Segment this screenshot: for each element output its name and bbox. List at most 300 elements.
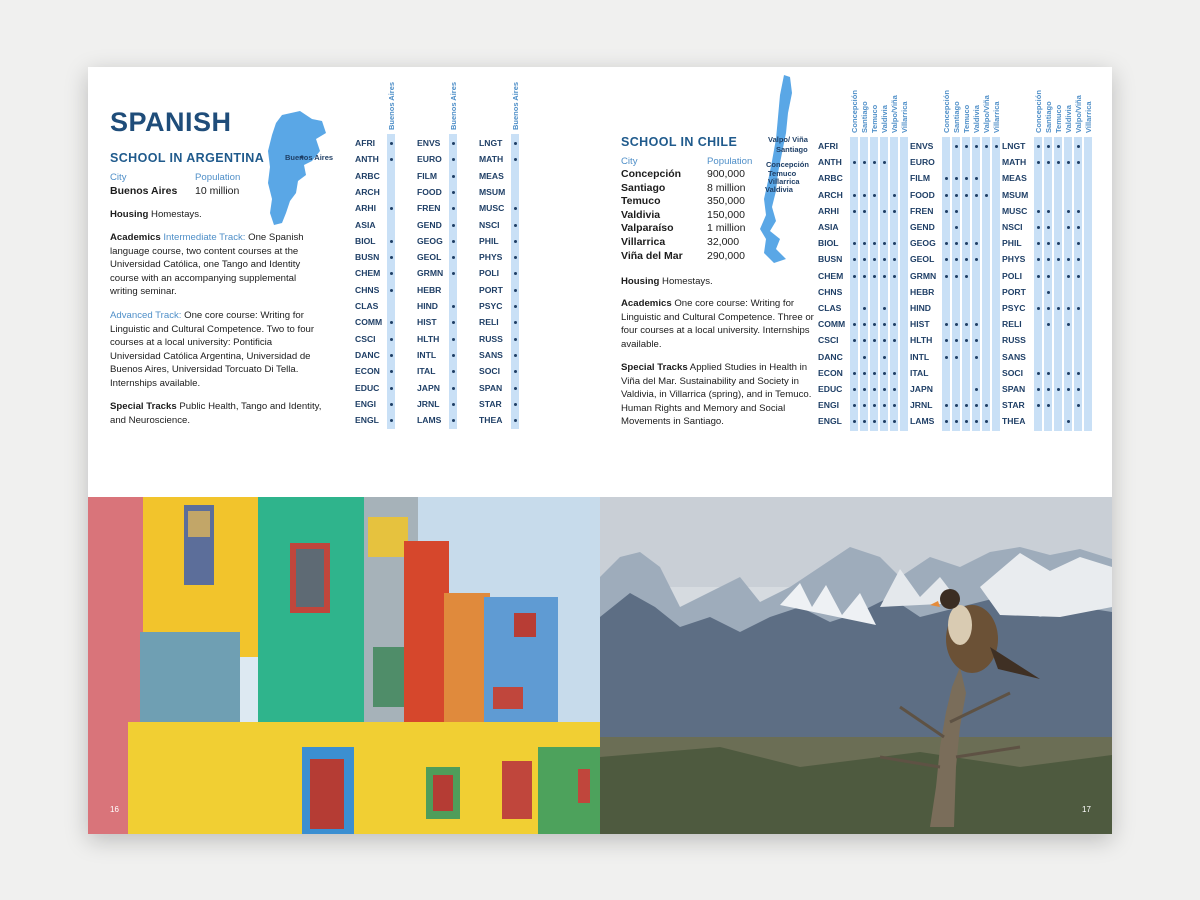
availability-dot <box>1077 372 1080 375</box>
availability-dot <box>390 354 393 357</box>
chile-housing-paragraph <box>621 275 816 289</box>
availability-dot <box>1077 161 1080 164</box>
availability-dot <box>452 175 455 178</box>
course-code: FREN <box>417 203 441 214</box>
chile-city-name: Villarrica <box>621 236 666 248</box>
course-code: ARCH <box>818 189 843 200</box>
availability-dot <box>893 372 896 375</box>
special-tracks-label: Special Tracks <box>110 401 177 412</box>
course-code: SANS <box>1002 351 1026 362</box>
course-code: FILM <box>417 170 438 181</box>
map-label-valpo-vina: Valpo/ Viña <box>768 135 808 144</box>
course-code: PORT <box>479 284 503 295</box>
availability-dot <box>883 388 886 391</box>
availability-dot <box>1077 388 1080 391</box>
availability-dot <box>965 404 968 407</box>
map-label-buenos-aires: Buenos Aires <box>285 153 334 162</box>
chile-housing-label: Housing <box>621 276 660 287</box>
availability-dot <box>1047 145 1050 148</box>
intermediate-track-text: One Spanish language course, two content courses at the Universidad Católica, one Tango and Identity course with an accompanying supplemental writing seminar. <box>110 232 304 298</box>
course-code: LNGT <box>1002 141 1026 151</box>
course-code: LAMS <box>910 416 935 427</box>
grid-column-header: Santiago <box>952 101 961 133</box>
chile-city-name: Concepción <box>621 168 682 180</box>
course-code: HLTH <box>417 333 440 344</box>
availability-dot <box>883 210 886 213</box>
grid-column-bar <box>982 137 990 431</box>
course-code: ENVS <box>417 138 441 148</box>
grid-column-header: Valdivia <box>880 105 889 133</box>
left-page <box>88 67 600 834</box>
chile-city-row <box>621 250 761 263</box>
availability-dot <box>1047 226 1050 229</box>
availability-dot <box>452 158 455 161</box>
availability-dot <box>514 305 517 308</box>
course-code: RELI <box>1002 319 1022 330</box>
course-code: RUSS <box>479 333 503 344</box>
course-code: EDUC <box>355 382 380 393</box>
availability-dot <box>863 404 866 407</box>
availability-dot <box>514 403 517 406</box>
course-code: MSUM <box>1002 189 1029 200</box>
course-code: HEBR <box>910 286 935 297</box>
chile-city-row <box>621 236 761 249</box>
availability-dot <box>945 275 948 278</box>
grid-column-bar <box>942 137 950 431</box>
availability-dot <box>975 242 978 245</box>
course-code: BIOL <box>818 238 839 249</box>
availability-dot <box>975 356 978 359</box>
course-code: HIND <box>910 303 932 313</box>
course-code: GEND <box>910 222 935 232</box>
availability-dot <box>1077 307 1080 310</box>
right-page <box>600 67 1112 834</box>
availability-dot <box>452 338 455 341</box>
availability-dot <box>955 323 958 326</box>
course-code: ENGI <box>818 400 840 411</box>
availability-dot <box>1067 372 1070 375</box>
course-code: THEA <box>1002 416 1026 427</box>
chile-special-tracks-label: Special Tracks <box>621 362 688 373</box>
grid-column-bar <box>972 137 980 431</box>
course-code: EDUC <box>818 384 843 394</box>
course-code: LNGT <box>479 138 503 148</box>
availability-dot <box>893 404 896 407</box>
grid-column-bar <box>860 137 868 431</box>
grid-column-header: Valpo/Viña <box>982 95 991 133</box>
grid-column-bar <box>900 137 908 431</box>
special-tracks-paragraph <box>110 400 325 427</box>
availability-dot <box>863 210 866 213</box>
availability-dot <box>965 275 968 278</box>
availability-dot <box>390 240 393 243</box>
grid-column-header: Valdivia <box>972 105 981 133</box>
availability-dot <box>452 419 455 422</box>
availability-dot <box>883 404 886 407</box>
course-code: ENGL <box>355 415 379 426</box>
course-code: DANC <box>818 351 843 362</box>
availability-dot <box>945 210 948 213</box>
availability-dot <box>514 289 517 292</box>
availability-dot <box>863 194 866 197</box>
availability-dot <box>853 404 856 407</box>
chile-city-label: City <box>621 156 638 167</box>
availability-dot <box>390 403 393 406</box>
course-code: RELI <box>479 317 499 328</box>
availability-dot <box>1037 388 1040 391</box>
advanced-track-text: One core course: Writing for Linguistic and Cultural Competence. Two to four courses at a local university: Pontificia Universidad Católica Argentina, Universidad de Buenos Aires, Universidad Torcuato Di Tella. Internships available. <box>110 310 315 389</box>
grid-column-header: Concepción <box>850 90 859 133</box>
map-label-temuco: Temuco <box>768 169 797 178</box>
availability-dot <box>1047 161 1050 164</box>
availability-dot <box>514 256 517 259</box>
advanced-track-paragraph <box>110 309 325 391</box>
course-code: PHIL <box>1002 238 1022 249</box>
availability-dot <box>452 240 455 243</box>
availability-dot <box>1037 404 1040 407</box>
course-code: MEAS <box>1002 173 1027 184</box>
availability-dot <box>883 242 886 245</box>
availability-dot <box>955 356 958 359</box>
grid-column-bar <box>1064 137 1072 431</box>
availability-dot <box>955 275 958 278</box>
course-code: NSCI <box>479 219 500 230</box>
course-code: ECON <box>355 366 380 377</box>
availability-dot <box>893 242 896 245</box>
course-code: COMM <box>355 317 383 328</box>
availability-dot <box>1037 307 1040 310</box>
grid-column-bar <box>449 134 457 429</box>
grid-column-header: Villarrica <box>1084 101 1093 133</box>
chile-city-row <box>621 222 761 235</box>
grid-column-header: Concepción <box>1034 90 1043 133</box>
chile-city-name: Temuco <box>621 195 661 208</box>
course-code: CHEM <box>818 270 844 281</box>
availability-dot <box>853 388 856 391</box>
availability-dot <box>452 142 455 145</box>
course-code: POLI <box>479 268 500 279</box>
grid-column-header: Valpo/Viña <box>1074 95 1083 133</box>
housing-text: Homestays. <box>148 209 202 220</box>
course-code: ANTH <box>355 154 379 165</box>
availability-dot <box>514 338 517 341</box>
course-code: HIST <box>910 319 930 330</box>
page-number-left: 16 <box>110 805 119 814</box>
chile-city-row <box>621 195 761 208</box>
course-code: PORT <box>1002 286 1026 297</box>
grid-column-header: Villarrica <box>992 101 1001 133</box>
availability-dot <box>1037 145 1040 148</box>
availability-dot <box>873 161 876 164</box>
availability-dot <box>883 307 886 310</box>
availability-dot <box>514 240 517 243</box>
grid-column-bar <box>870 137 878 431</box>
course-code: ITAL <box>910 367 929 378</box>
course-code: INTL <box>417 349 437 360</box>
special-tracks-text: Public Health, Tango and Identity, and Neuroscience. <box>110 401 322 426</box>
course-code: SOCI <box>1002 367 1024 378</box>
course-code: ENGI <box>355 398 377 409</box>
availability-dot <box>863 372 866 375</box>
grid-column-header: Villarrica <box>900 101 909 133</box>
course-code: STAR <box>479 398 502 409</box>
availability-dot <box>893 388 896 391</box>
course-code: MUSC <box>1002 205 1028 216</box>
course-code: ENVS <box>910 141 934 151</box>
availability-dot <box>452 207 455 210</box>
page-title: SPANISH <box>110 107 232 137</box>
availability-dot <box>1047 372 1050 375</box>
availability-dot <box>1077 242 1080 245</box>
availability-dot <box>514 419 517 422</box>
course-code: SPAN <box>1002 384 1026 394</box>
course-code: ARCH <box>355 186 380 197</box>
availability-dot <box>1047 388 1050 391</box>
grid-column-bar <box>890 137 898 431</box>
chile-city-row <box>621 168 761 181</box>
availability-dot <box>863 275 866 278</box>
course-code: AFRI <box>355 138 376 148</box>
school-chile-heading: SCHOOL IN CHILE <box>621 135 738 149</box>
map-label-concepcion: Concepción <box>766 160 809 169</box>
availability-dot <box>873 323 876 326</box>
availability-dot <box>883 372 886 375</box>
availability-dot <box>955 226 958 229</box>
availability-dot <box>390 321 393 324</box>
course-code: FOOD <box>417 186 442 197</box>
availability-dot <box>514 158 517 161</box>
availability-dot <box>873 372 876 375</box>
availability-dot <box>1037 210 1040 213</box>
availability-dot <box>873 388 876 391</box>
grid-column-header: Santiago <box>860 101 869 133</box>
availability-dot <box>1047 242 1050 245</box>
availability-dot <box>1057 145 1060 148</box>
availability-dot <box>873 275 876 278</box>
grid-column-header: Buenos Aires <box>387 81 396 130</box>
availability-dot <box>1067 210 1070 213</box>
patagonia-caracara-photo <box>600 497 1112 834</box>
course-code: HIST <box>417 317 437 328</box>
availability-dot <box>1077 275 1080 278</box>
availability-dot <box>975 404 978 407</box>
grid-column-header: Santiago <box>1044 101 1053 133</box>
availability-dot <box>452 191 455 194</box>
availability-dot <box>1067 307 1070 310</box>
availability-dot <box>452 403 455 406</box>
course-code: ITAL <box>417 366 436 377</box>
course-code: SANS <box>479 349 503 360</box>
availability-dot <box>945 194 948 197</box>
grid-column-header: Buenos Aires <box>449 81 458 130</box>
chile-city-population: 290,000 <box>707 249 745 262</box>
availability-dot <box>985 145 988 148</box>
grid-column-bar <box>962 137 970 431</box>
course-code: MATH <box>1002 157 1027 168</box>
availability-dot <box>853 210 856 213</box>
grid-column-bar <box>1054 137 1062 431</box>
housing-label: Housing <box>110 209 149 220</box>
la-boca-photo <box>88 497 600 834</box>
availability-dot <box>945 356 948 359</box>
availability-dot <box>873 404 876 407</box>
availability-dot <box>1037 242 1040 245</box>
availability-dot <box>1057 242 1060 245</box>
course-code: JRNL <box>417 398 440 409</box>
chile-city-name: Valparaíso <box>621 222 674 235</box>
grid-column-bar <box>1084 137 1092 431</box>
availability-dot <box>853 194 856 197</box>
city-population: 10 million <box>195 185 240 197</box>
course-code: ASIA <box>355 219 376 230</box>
availability-dot <box>965 194 968 197</box>
course-code: PSYC <box>1002 303 1026 313</box>
availability-dot <box>883 161 886 164</box>
availability-dot <box>883 275 886 278</box>
chile-city-name: Valdivia <box>621 208 661 221</box>
availability-dot <box>955 210 958 213</box>
course-code: HEBR <box>417 284 442 295</box>
availability-dot <box>853 161 856 164</box>
availability-dot <box>853 372 856 375</box>
availability-dot <box>1047 323 1050 326</box>
availability-dot <box>863 307 866 310</box>
course-code: JRNL <box>910 400 933 411</box>
course-code: ARHI <box>355 203 377 214</box>
map-label-santiago: Santiago <box>776 145 808 154</box>
course-code: DANC <box>355 349 380 360</box>
advanced-track-label: Advanced Track: <box>110 310 182 321</box>
course-code: FOOD <box>910 189 935 200</box>
availability-dot <box>1067 226 1070 229</box>
chile-city-population: 150,000 <box>707 208 745 221</box>
course-code: STAR <box>1002 400 1025 411</box>
availability-dot <box>452 224 455 227</box>
course-code: INTL <box>910 351 930 362</box>
course-code: BUSN <box>818 254 843 265</box>
course-code: EURO <box>417 154 442 165</box>
availability-dot <box>965 145 968 148</box>
availability-dot <box>390 207 393 210</box>
chile-academics-label: Academics <box>621 298 672 309</box>
availability-dot <box>1077 404 1080 407</box>
chile-city-name: Santiago <box>621 181 666 194</box>
course-code: PHIL <box>479 235 499 246</box>
course-code: GEOL <box>417 252 442 263</box>
course-code: ARHI <box>818 205 840 216</box>
academics-label: Academics <box>110 232 161 243</box>
availability-dot <box>452 321 455 324</box>
availability-dot <box>452 354 455 357</box>
course-code: THEA <box>479 415 503 426</box>
chile-special-tracks-text: Applied Studies in Health in Viña del Mar. Sustainability and Society in Valdivia, in Villarrica (spring), and in Temuco. Human Rights and Memory and Social Movements in Santiago. <box>621 362 812 428</box>
chile-city-population: 350,000 <box>707 195 745 208</box>
course-code: CHNS <box>818 286 843 297</box>
availability-dot <box>390 387 393 390</box>
course-code: MEAS <box>479 170 504 181</box>
availability-dot <box>390 419 393 422</box>
course-code: LAMS <box>417 415 442 426</box>
availability-dot <box>863 161 866 164</box>
chile-housing-text: Homestays. <box>659 276 713 287</box>
course-code: GEOG <box>910 238 936 249</box>
grid-column-bar <box>880 137 888 431</box>
grid-column-header: Temuco <box>870 104 879 133</box>
availability-dot <box>1057 161 1060 164</box>
course-code: GEOG <box>417 235 443 246</box>
availability-dot <box>514 224 517 227</box>
chile-academics-paragraph <box>621 297 816 351</box>
availability-dot <box>452 387 455 390</box>
housing-paragraph <box>110 208 325 222</box>
grid-column-bar <box>850 137 858 431</box>
availability-dot <box>514 370 517 373</box>
availability-dot <box>514 207 517 210</box>
availability-dot <box>863 388 866 391</box>
availability-dot <box>893 194 896 197</box>
course-code: CSCI <box>818 335 839 346</box>
availability-dot <box>390 289 393 292</box>
course-code: ECON <box>818 367 843 378</box>
grid-column-header: Valpo/Viña <box>890 95 899 133</box>
availability-dot <box>863 242 866 245</box>
availability-dot <box>965 242 968 245</box>
course-code: CSCI <box>355 333 376 344</box>
course-code: GRMN <box>910 270 937 281</box>
chile-city-population: 8 million <box>707 181 746 194</box>
grid-column-header: Concepción <box>942 90 951 133</box>
course-code: JAPN <box>417 382 440 393</box>
availability-dot <box>1067 161 1070 164</box>
availability-dot <box>514 387 517 390</box>
course-code: GRMN <box>417 268 444 279</box>
map-label-villarrica: Villarrica <box>768 177 800 186</box>
availability-dot <box>955 145 958 148</box>
course-code: ARBC <box>355 170 380 181</box>
city-label: City <box>110 172 127 183</box>
course-code: NSCI <box>1002 222 1023 232</box>
availability-dot <box>390 158 393 161</box>
chile-academics-text: One core course: Writing for Linguistic and Cultural Competence. Three or four courses at a local university. Internships available. <box>621 298 814 350</box>
population-label: Population <box>195 172 241 183</box>
course-code: FILM <box>910 173 931 184</box>
availability-dot <box>1047 291 1050 294</box>
availability-dot <box>1067 323 1070 326</box>
availability-dot <box>955 194 958 197</box>
availability-dot <box>514 142 517 145</box>
availability-dot <box>975 194 978 197</box>
course-code: EURO <box>910 157 935 168</box>
course-code: GEOL <box>910 254 935 265</box>
grid-column-header: Valdivia <box>1064 105 1073 133</box>
chile-city-name: Viña del Mar <box>621 249 683 262</box>
availability-dot <box>452 305 455 308</box>
availability-dot <box>514 354 517 357</box>
availability-dot <box>1067 275 1070 278</box>
availability-dot <box>975 323 978 326</box>
grid-column-bar <box>1074 137 1082 431</box>
course-code: FREN <box>910 205 934 216</box>
grid-column-header: Temuco <box>962 104 971 133</box>
availability-dot <box>1077 145 1080 148</box>
course-code: JAPN <box>910 384 933 394</box>
course-code: HLTH <box>910 335 933 346</box>
grid-column-bar <box>1044 137 1052 431</box>
availability-dot <box>514 321 517 324</box>
course-code: CHEM <box>355 268 381 279</box>
course-code: MATH <box>479 154 504 165</box>
availability-dot <box>995 145 998 148</box>
